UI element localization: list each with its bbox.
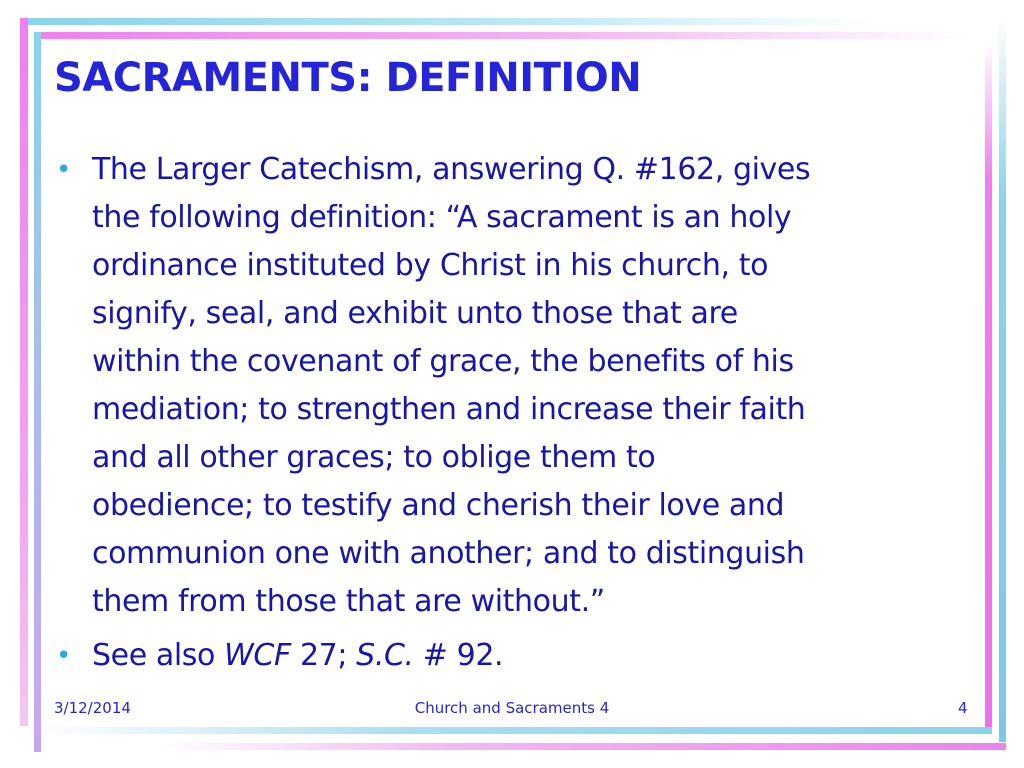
- frame-bar-right-outer: [999, 18, 1006, 742]
- bullet-line: them from those that are without.”: [92, 584, 605, 619]
- sc-number: # 92.: [413, 638, 504, 673]
- bullet-text: [92, 632, 503, 680]
- bullet-line: The Larger Catechism, answering Q. #162, gives: [92, 152, 811, 187]
- bullet-item: [56, 146, 956, 626]
- frame-bar-top-outer: [20, 18, 875, 25]
- frame-bar-bottom-outer: [160, 743, 1006, 750]
- sc-citation: S.C.: [356, 638, 414, 673]
- bullet-line: the following definition: “A sacrament is an holy: [92, 200, 792, 235]
- frame-bar-right-inner: [985, 42, 992, 734]
- bullet-text: [92, 146, 810, 626]
- bullet-line: mediation; to strengthen and increase their faith: [92, 392, 806, 427]
- footer-title: Church and Sacraments 4: [414, 699, 610, 717]
- bullet-dot-icon: •: [56, 641, 72, 671]
- wcf-number: 27;: [290, 638, 357, 673]
- bullet-line: communion one with another; and to distinguish: [92, 536, 805, 571]
- bullet-line: [92, 632, 503, 680]
- frame-bar-left-outer: [20, 18, 28, 726]
- footer-page-number: 4: [958, 699, 968, 717]
- slide-title: SACRAMENTS: DEFINITION: [54, 55, 642, 101]
- bullet-line: ordinance instituted by Christ in his church, to: [92, 248, 769, 283]
- see-also-text: See also: [92, 638, 225, 673]
- bullet-dot-icon: •: [56, 155, 72, 185]
- frame-bar-bottom-inner: [34, 727, 992, 734]
- wcf-citation: WCF: [224, 638, 291, 673]
- footer-date: 3/12/2014: [54, 699, 131, 717]
- bullet-line: within the covenant of grace, the benefits of his: [92, 344, 794, 379]
- frame-bar-top-inner: [34, 32, 964, 39]
- frame-bar-left-inner: [34, 32, 41, 752]
- bullet-line: signify, seal, and exhibit unto those that are: [92, 296, 738, 331]
- bullet-list: [56, 146, 956, 680]
- bullet-line: obedience; to testify and cherish their love and: [92, 488, 785, 523]
- bullet-line: and all other graces; to oblige them to: [92, 440, 656, 475]
- bullet-item: [56, 632, 956, 680]
